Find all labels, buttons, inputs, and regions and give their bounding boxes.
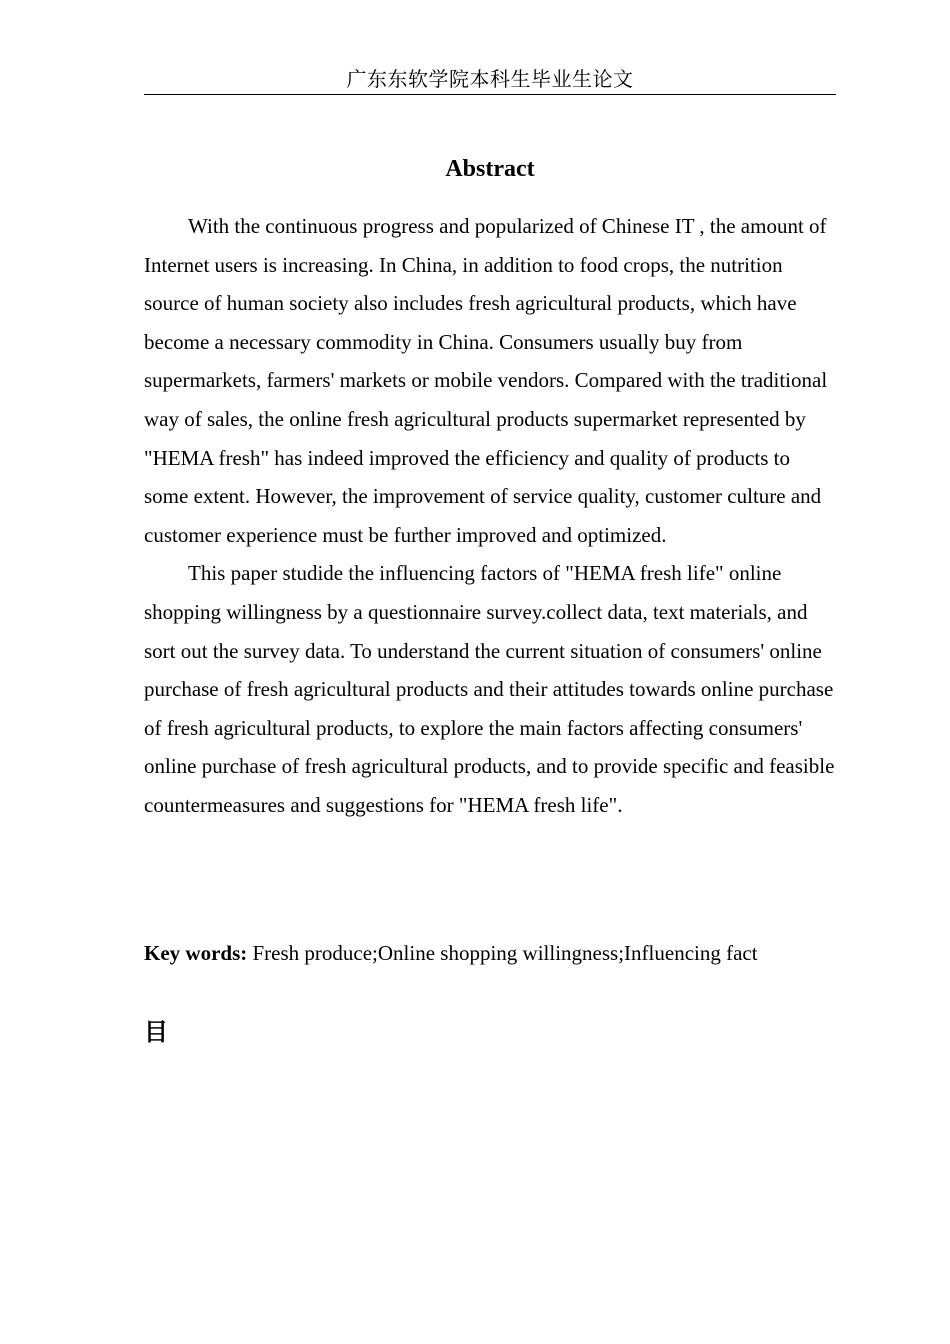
keywords-line xyxy=(144,934,844,972)
abstract-title: Abstract xyxy=(445,156,535,182)
toc-heading: 目 xyxy=(144,1018,168,1046)
running-header: 广东东软学院本科生毕业生论文 xyxy=(144,64,836,95)
keywords-value: Fresh produce;Online shopping willingness;Influencing fact xyxy=(252,941,758,965)
keywords-label: Key words: xyxy=(144,941,248,965)
abstract-body xyxy=(144,207,838,825)
abstract-paragraph: This paper studide the influencing factors of "HEMA fresh life" online shopping willingness by a questionnaire survey.collect data, text materials, and sort out the survey data. To understand the current situation of consumers' online purchase of fresh agricultural products and their attitudes towards online purchase of fresh agricultural products, to explore the main factors affecting consumers' online purchase of fresh agricultural products, and to provide specific and feasible countermeasures and suggestions for "HEMA fresh life". xyxy=(144,561,835,817)
abstract-paragraph: With the continuous progress and popularized of Chinese IT , the amount of Internet users is increasing. In China, in addition to food crops, the nutrition source of human society also includes fresh agricultural products, which have become a necessary commodity in China. Consumers usually buy from supermarkets, farmers' markets or mobile vendors. Compared with the traditional way of sales, the online fresh agricultural products supermarket represented by "HEMA fresh" has indeed improved the efficiency and quality of products to some extent. However, the improvement of service quality, customer culture and customer experience must be further improved and optimized. xyxy=(144,214,828,547)
